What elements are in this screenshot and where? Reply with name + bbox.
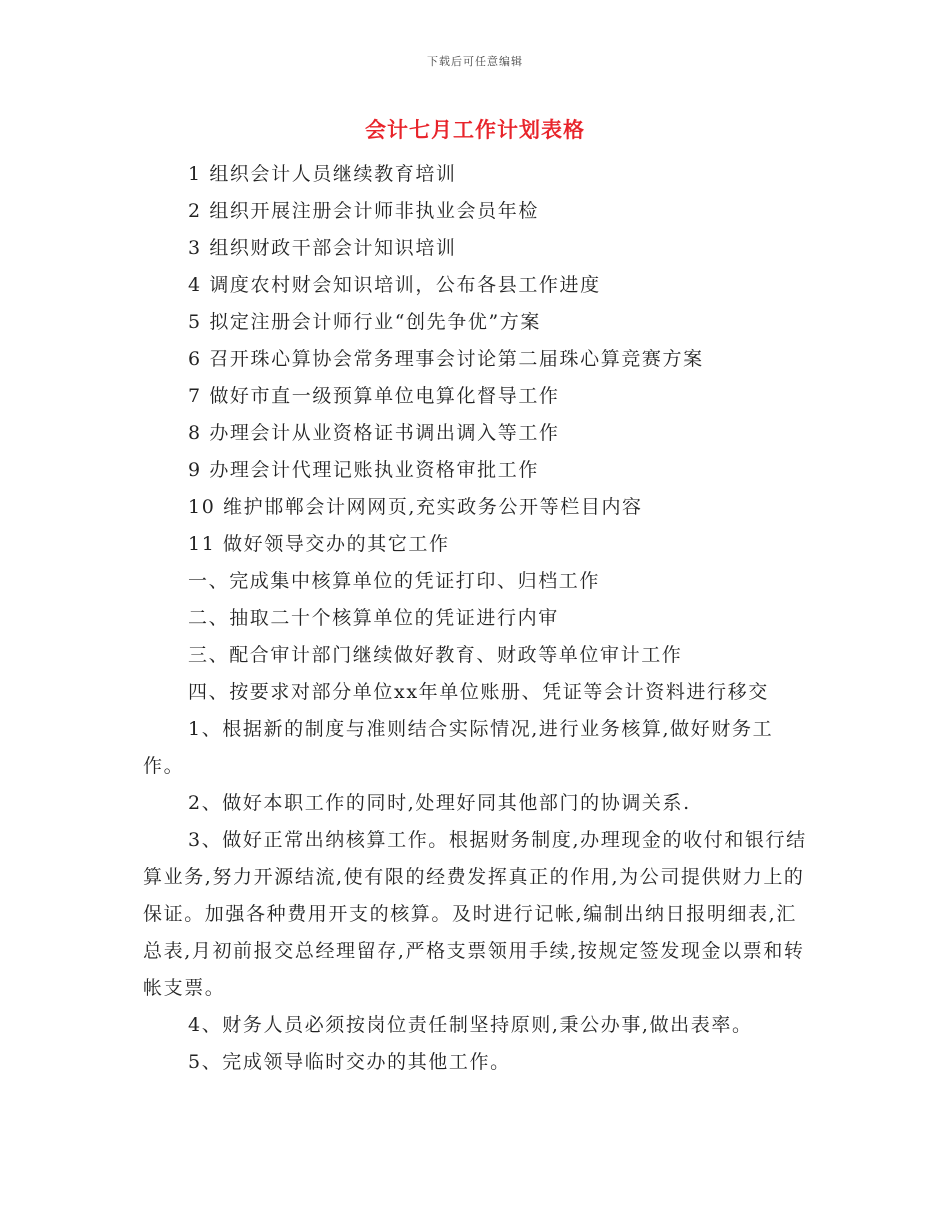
list-item: 11 做好领导交办的其它工作 xyxy=(188,533,450,555)
list-item: 9 办理会计代理记账执业资格审批工作 xyxy=(188,459,539,481)
paragraph: 1、根据新的制度与准则结合实际情况,进行业务核算,做好财务工作。 xyxy=(143,718,774,777)
list-item: 8 办理会计从业资格证书调出调入等工作 xyxy=(188,422,560,444)
paragraph: 4、财务人员必须按岗位责任制坚持原则,秉公办事,做出表率。 xyxy=(188,1014,753,1036)
list-item: 5 拟定注册会计师行业“创先争优”方案 xyxy=(188,311,541,333)
page-header-note: 下载后可任意编辑 xyxy=(427,55,523,68)
list-item: 7 做好市直一级预算单位电算化督导工作 xyxy=(188,385,560,407)
list-item: 3 组织财政干部会计知识培训 xyxy=(188,237,457,259)
list-item: 10 维护邯郸会计网网页,充实政务公开等栏目内容 xyxy=(188,496,643,518)
document-body xyxy=(143,156,808,1081)
list-item: 4 调度农村财会知识培训，公布各县工作进度 xyxy=(188,274,601,296)
document-title: 会计七月工作计划表格 xyxy=(365,117,585,142)
list-item: 四、按要求对部分单位xx年单位账册、凭证等会计资料进行移交 xyxy=(188,681,769,703)
paragraph: 2、做好本职工作的同时,处理好同其他部门的协调关系. xyxy=(188,792,691,814)
list-item: 2 组织开展注册会计师非执业会员年检 xyxy=(188,200,539,222)
list-item: 三、配合审计部门继续做好教育、财政等单位审计工作 xyxy=(188,644,683,666)
list-item: 二、抽取二十个核算单位的凭证进行内审 xyxy=(188,607,559,629)
paragraph: 5、完成领导临时交办的其他工作。 xyxy=(188,1051,511,1073)
list-item: 6 召开珠心算协会常务理事会讨论第二届珠心算竞赛方案 xyxy=(188,348,704,370)
paragraph: 3、做好正常出纳核算工作。根据财务制度,办理现金的收付和银行结算业务,努力开源结流,使有限的经费发挥真正的作用,为公司提供财力上的保证。加强各种费用开支的核算。及时进行记帐,编制出纳日报明细表,汇总表,月初前报交总经理留存,严格支票领用手续,按规定签发现金以票和转帐支票。 xyxy=(143,829,807,999)
list-item: 一、完成集中核算单位的凭证打印、归档工作 xyxy=(188,570,601,592)
list-item: 1 组织会计人员继续教育培训 xyxy=(188,163,457,185)
